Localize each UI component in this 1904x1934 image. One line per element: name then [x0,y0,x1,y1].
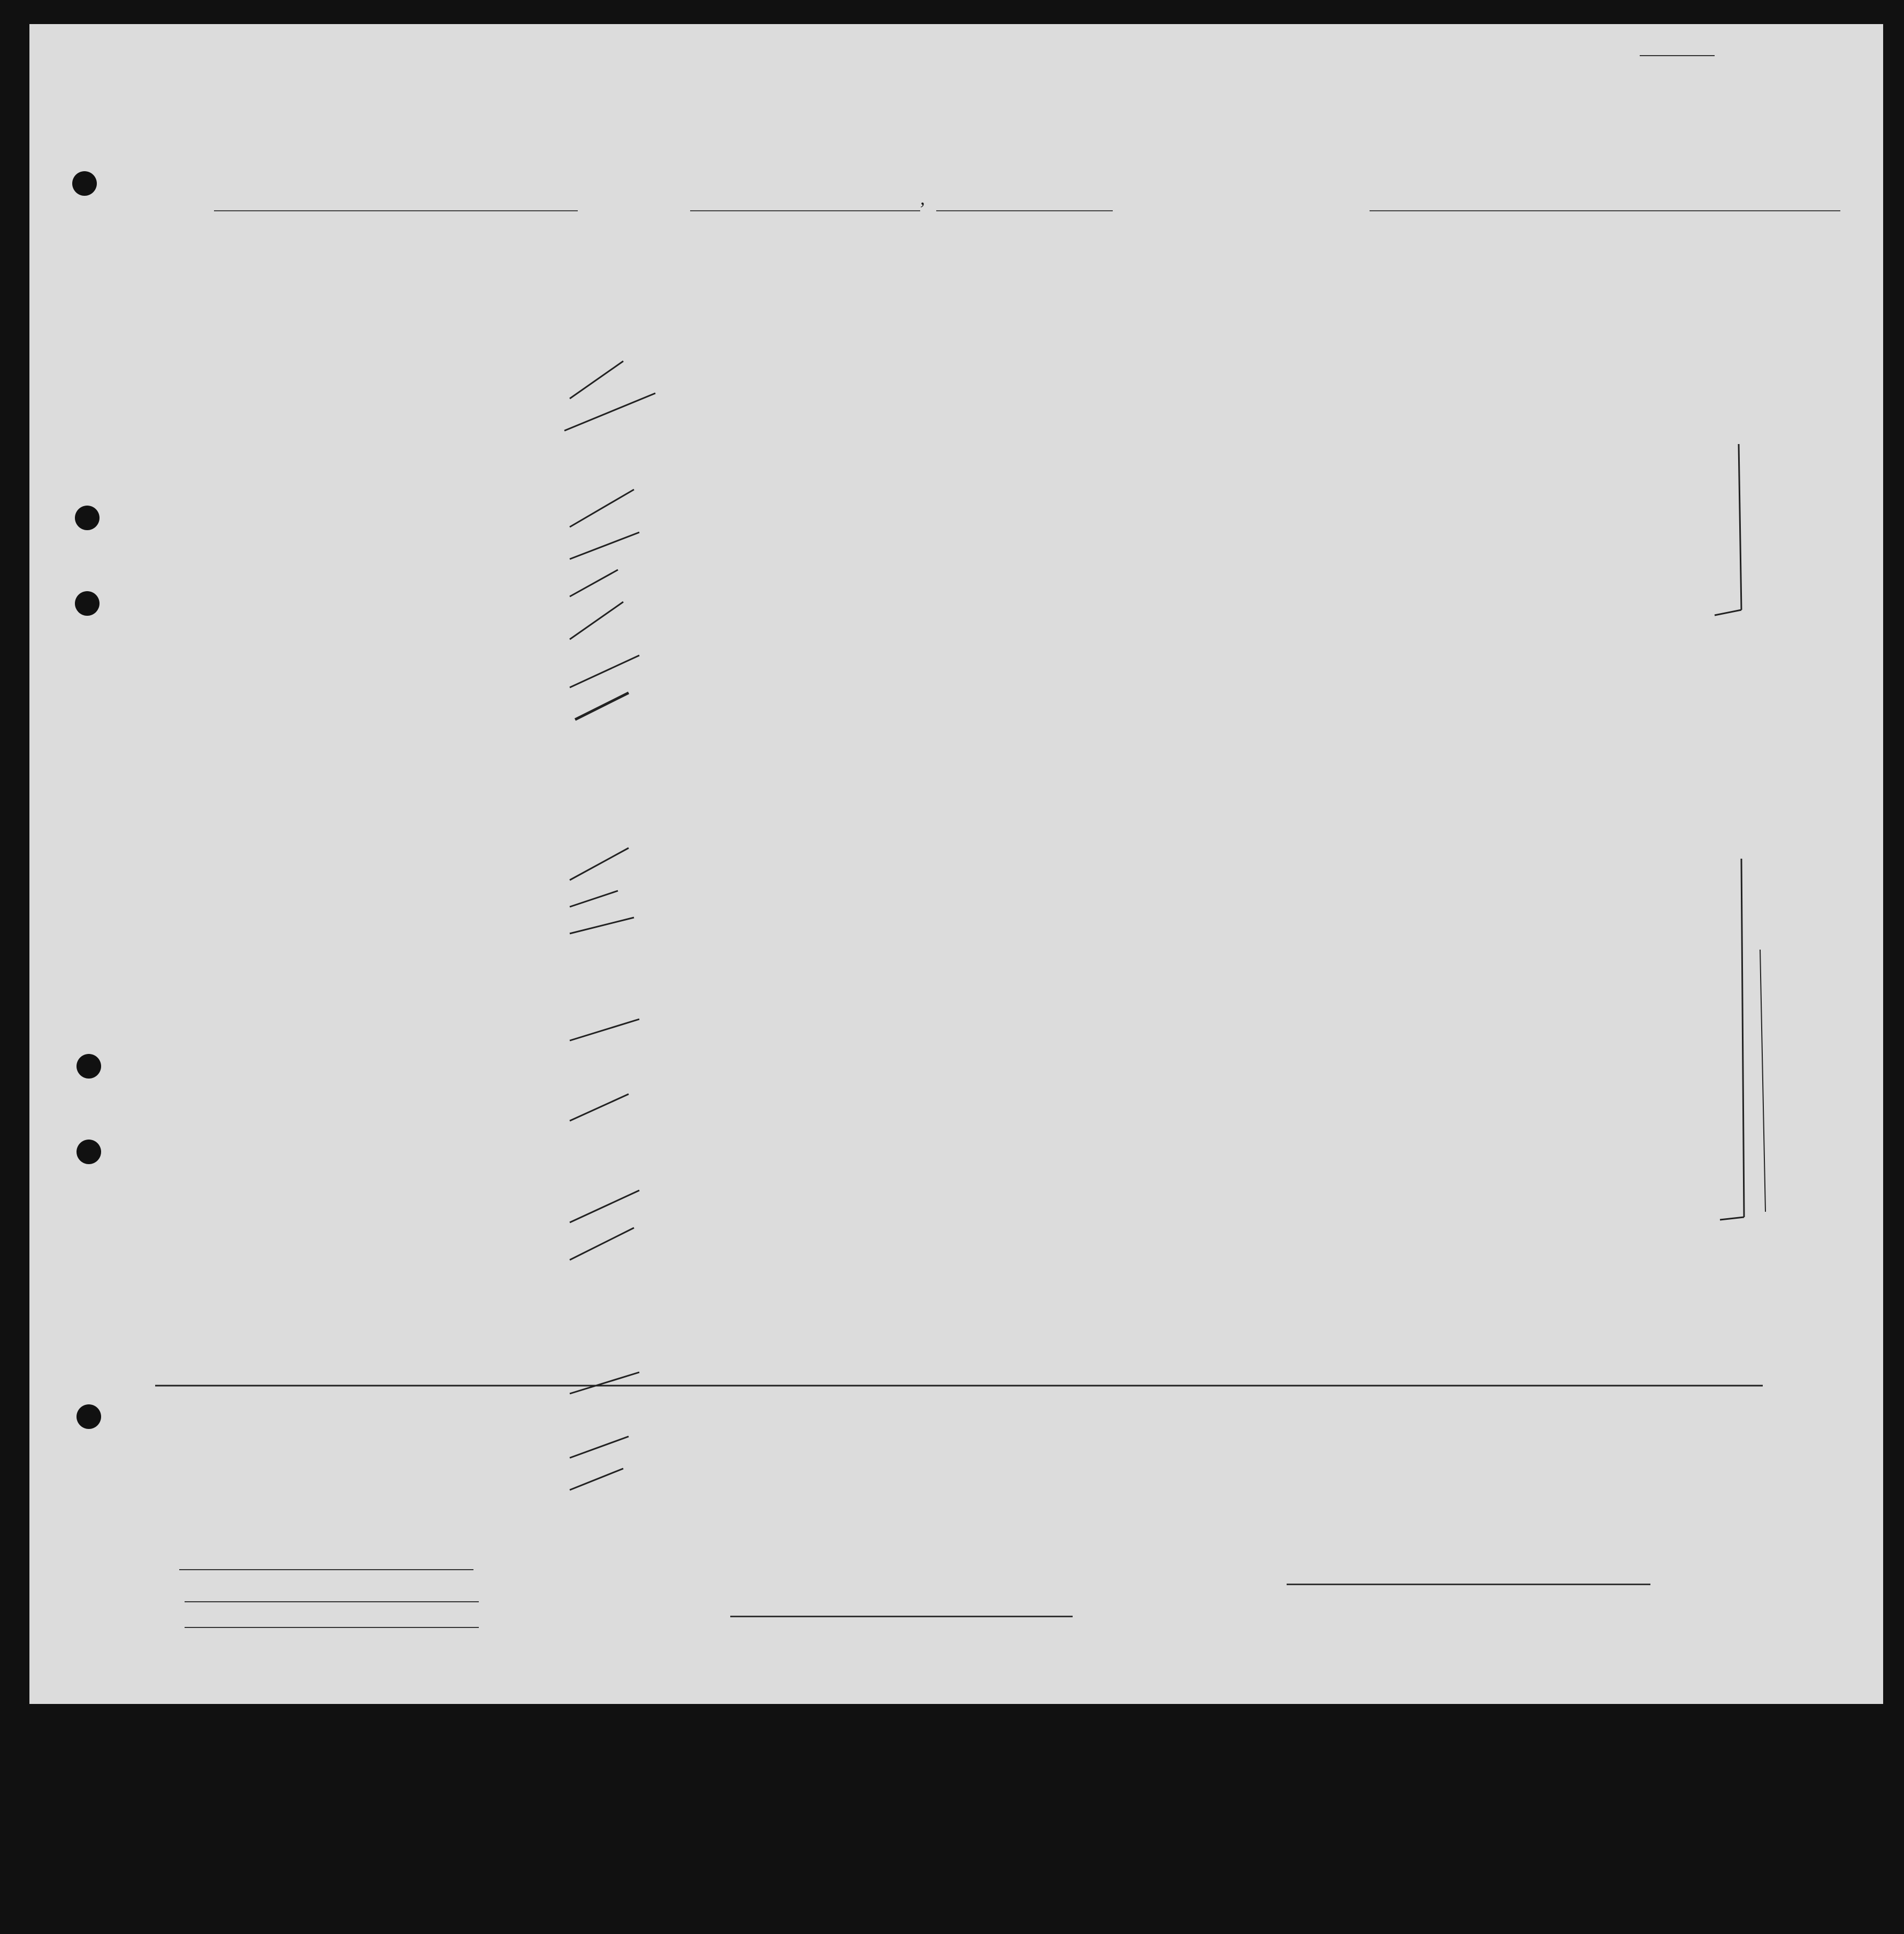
manifest-sheet [29,24,1883,1704]
tally-slashes [564,361,655,1490]
handwritten-marks [29,24,1883,1704]
action-brackets [1715,444,1765,1220]
purser-signature-line [1287,1584,1650,1585]
line-underline [179,1569,473,1570]
owners-underline [185,1601,479,1602]
footer-owners-block [120,1554,548,1661]
voyage-line: , [64,185,1872,217]
inspector-signature-line [730,1616,1073,1617]
agents-underline [185,1627,479,1628]
